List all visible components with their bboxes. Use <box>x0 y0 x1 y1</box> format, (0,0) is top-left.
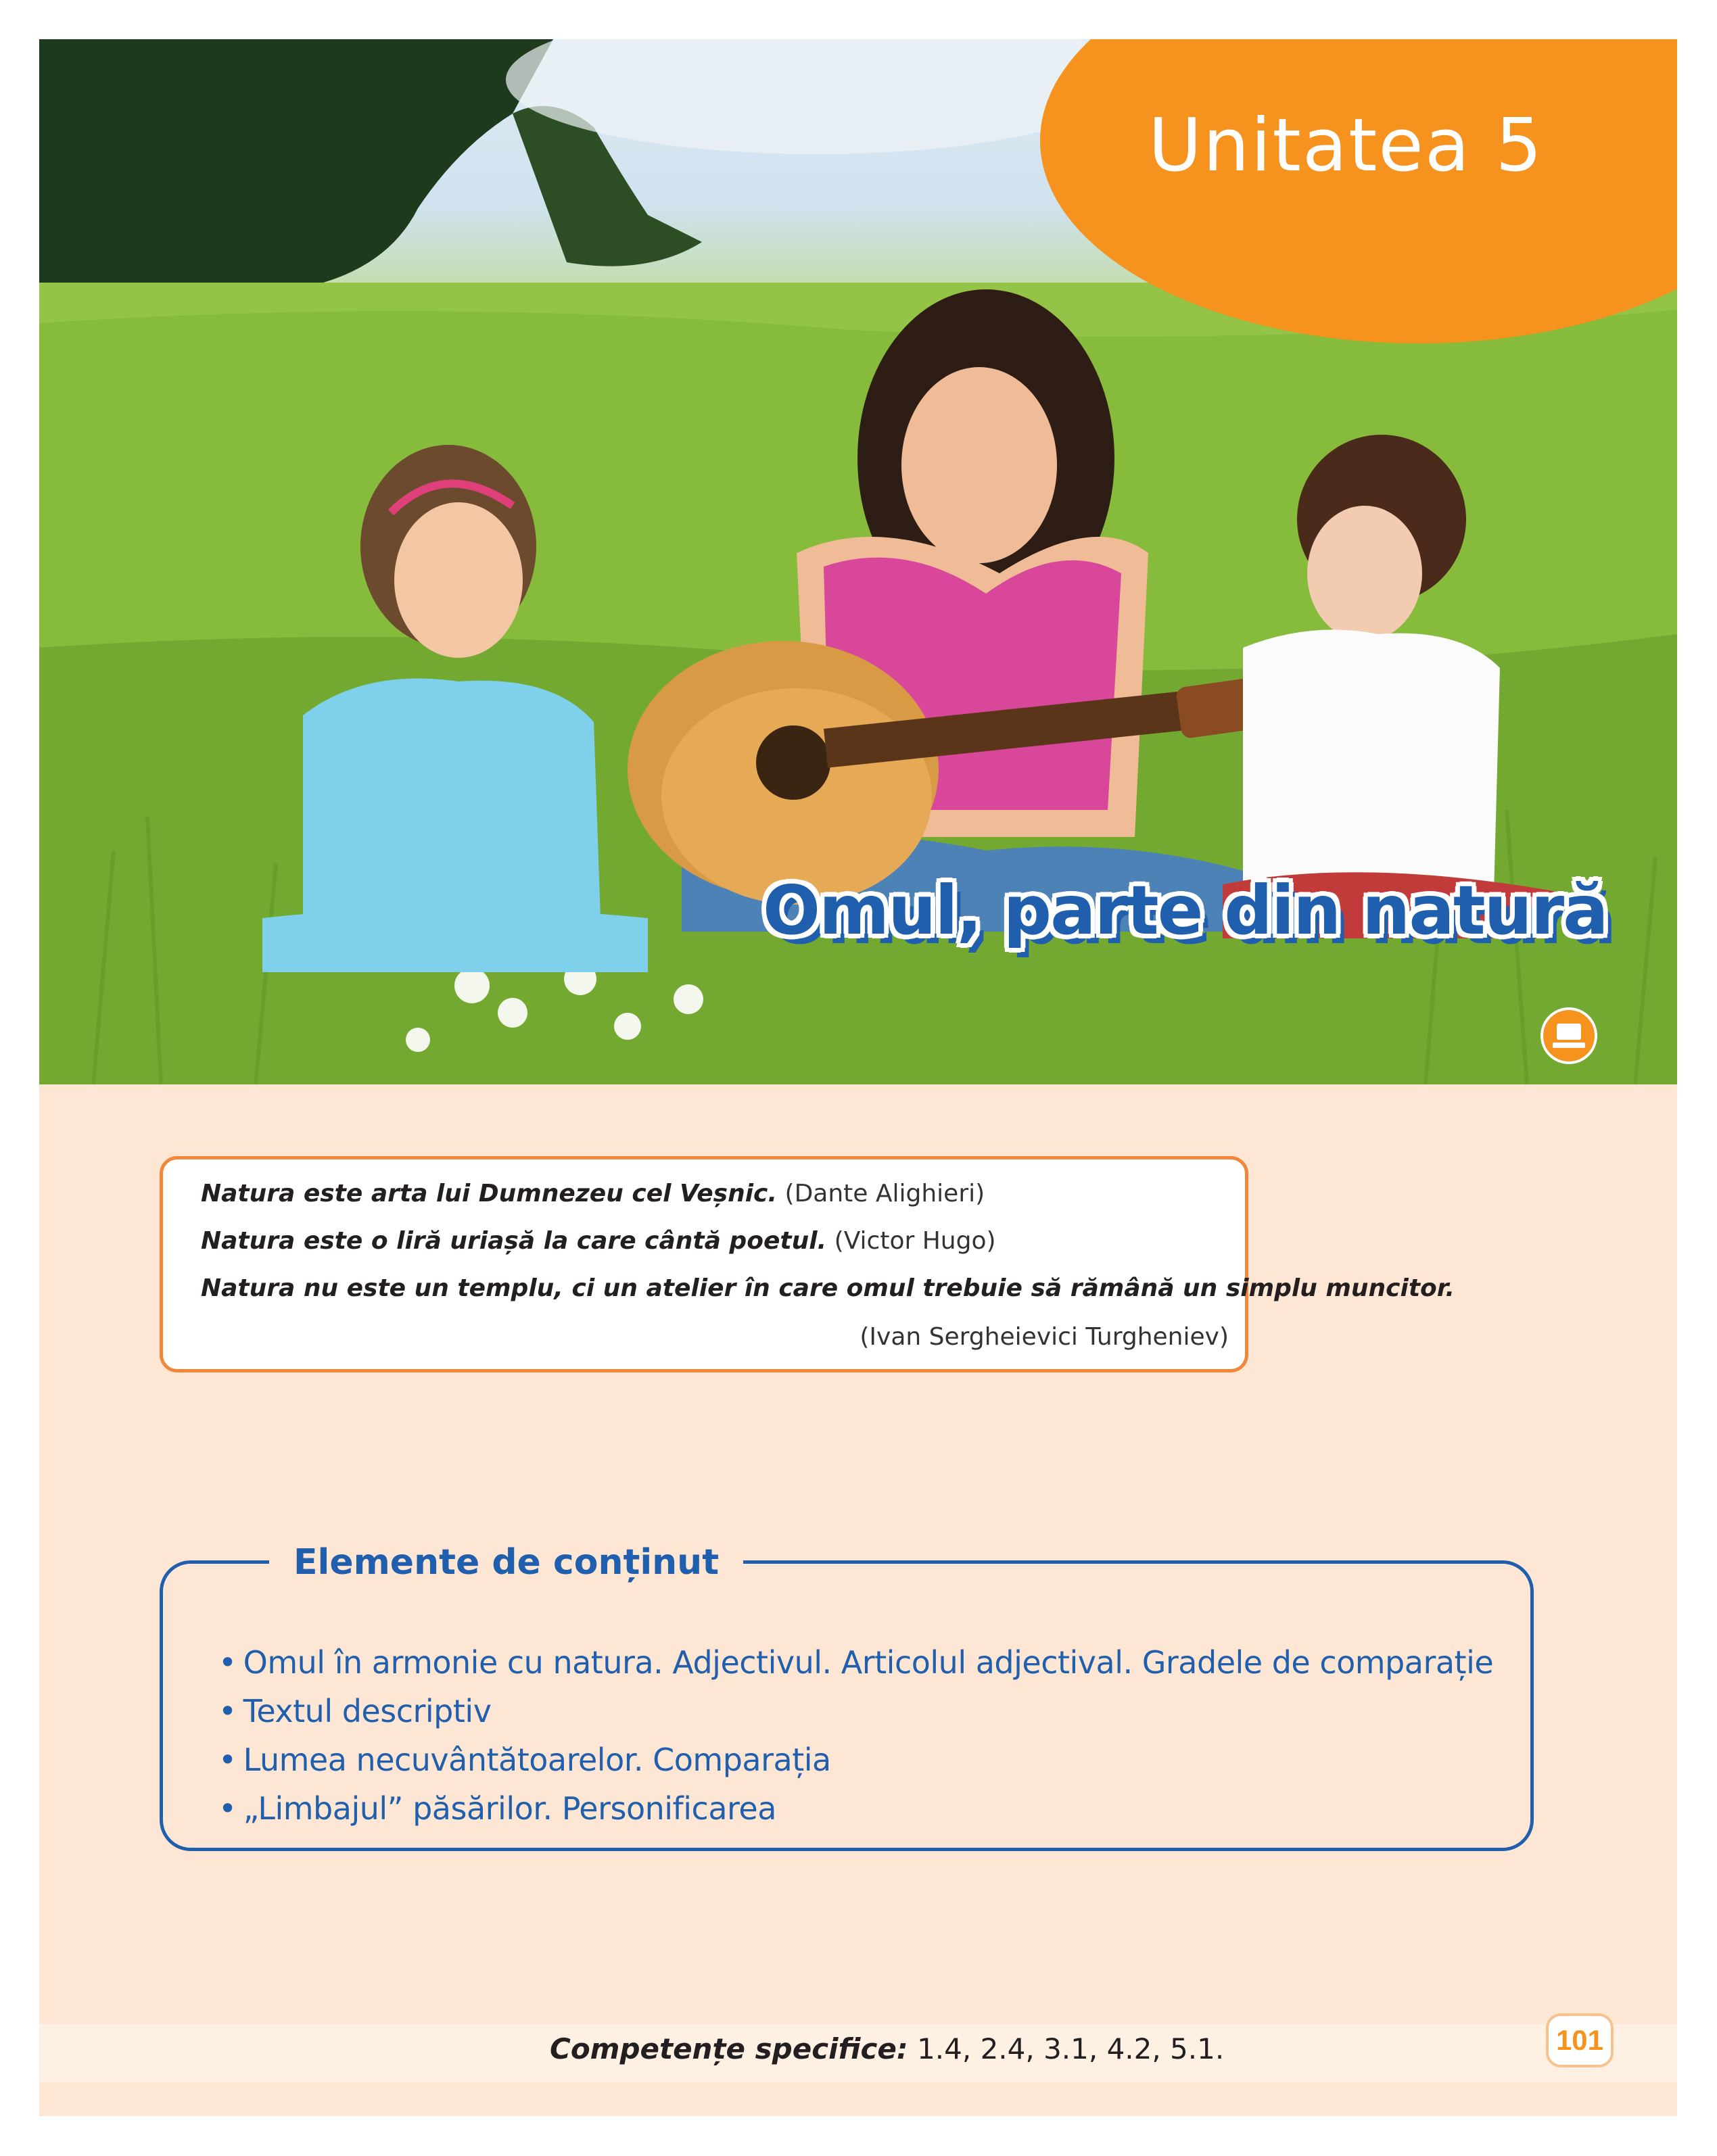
competences-values: 1.4, 2.4, 3.1, 4.2, 5.1. <box>917 2032 1225 2065</box>
quote-text: Natura este o liră uriașă la care cântă poetul. <box>201 1227 827 1255</box>
quote-line <box>201 1180 985 1207</box>
list-item-text: Textul descriptiv <box>243 1693 492 1729</box>
list-item <box>218 1735 1493 1784</box>
header-photo <box>39 39 1677 1084</box>
unit-title: Unitatea 5 <box>1148 103 1544 188</box>
laptop-screen-shape <box>1557 1024 1581 1040</box>
quote-author: (Dante Alighieri) <box>784 1180 985 1207</box>
quotes-box <box>160 1156 1455 1372</box>
list-item-text: Omul în armonie cu natura. Adjectivul. Articolul adjectival. Gradele de comparație <box>243 1644 1494 1681</box>
page-number: 101 <box>1546 2013 1614 2067</box>
list-item <box>218 1687 1493 1735</box>
quote-author: (Ivan Sergheievici Turgheniev) <box>860 1323 1229 1351</box>
competences-label: Competențe specifice: <box>550 2032 908 2065</box>
list-item-text: Lumea necuvântătoarelor. Comparația <box>243 1742 831 1778</box>
content-elements-list <box>218 1638 1493 1833</box>
laptop-base-shape <box>1553 1043 1585 1048</box>
bullet-icon: • <box>218 1644 237 1681</box>
quote-line <box>201 1227 996 1255</box>
list-item <box>218 1784 1493 1833</box>
bullet-icon: • <box>218 1693 237 1729</box>
bullet-icon: • <box>218 1790 237 1827</box>
chapter-title: Omul, parte din natură <box>763 871 1607 950</box>
quote-author: (Victor Hugo) <box>834 1227 996 1255</box>
quote-text: Natura nu este un templu, ci un atelier în care omul trebuie să rămână un simplu muncitor. <box>201 1274 1455 1302</box>
quote-text: Natura este arta lui Dumnezeu cel Veșnic. <box>201 1180 778 1207</box>
list-item <box>218 1638 1493 1687</box>
specific-competences <box>550 2032 1224 2065</box>
content-elements-heading: Elemente de conținut <box>269 1532 743 1593</box>
laptop-icon[interactable] <box>1540 1007 1597 1064</box>
bullet-icon: • <box>218 1742 237 1778</box>
list-item-text: „Limbajul” păsărilor. Personificarea <box>243 1790 776 1827</box>
quote-line <box>201 1274 1455 1302</box>
textbook-page <box>39 39 1677 2116</box>
